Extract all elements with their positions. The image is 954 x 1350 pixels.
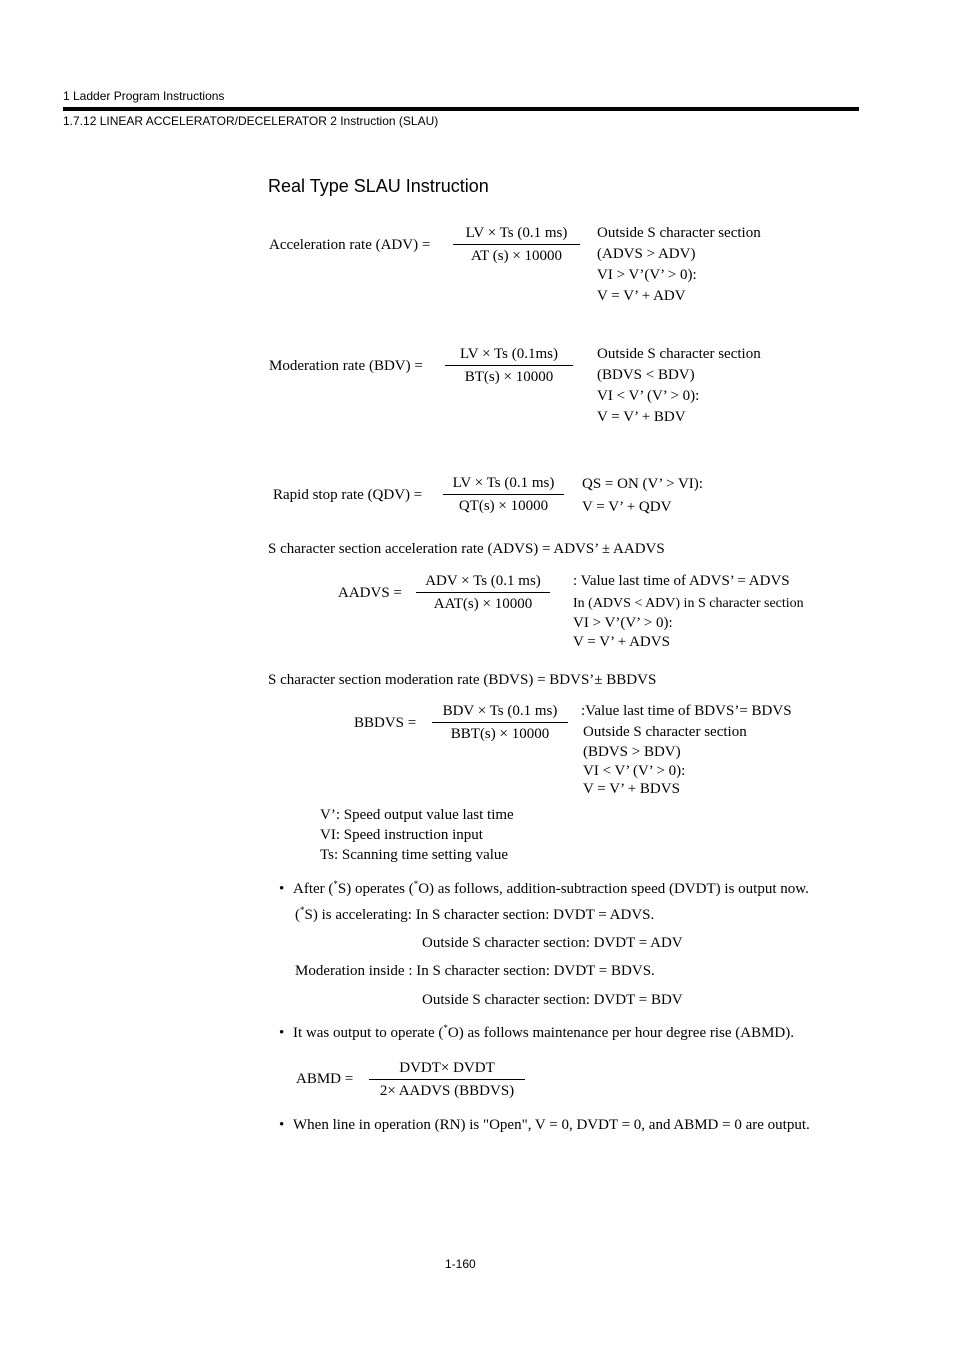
qdv-label: Rapid stop rate (QDV) = — [273, 487, 423, 503]
bdv-label: Moderation rate (BDV) = — [269, 358, 423, 374]
bdv-note: Outside S character section — [597, 346, 761, 362]
aadvs-label: AADVS = — [338, 585, 402, 601]
adv-note: Outside S character section — [597, 225, 761, 241]
bdv-notes — [597, 345, 761, 429]
advs-formula: S character section acceleration rate (ADVS) = ADVS’ ± AADVS — [268, 541, 665, 557]
dvdt-line: Outside S character section: DVDT = BDV — [422, 992, 683, 1008]
aadvs-note: In (ADVS < ADV) in S character section — [573, 596, 804, 611]
abmd-label: ABMD = — [296, 1071, 354, 1087]
qdv-denominator: QT(s) × 10000 — [458, 498, 549, 514]
bdv-denominator: BT(s) × 10000 — [464, 369, 554, 385]
dvdt-accelerating — [295, 906, 654, 924]
aadvs-note: : Value last time of ADVS’ = ADVS — [573, 573, 790, 589]
star-mark: * — [300, 905, 305, 915]
bdv-note: V = V’ + BDV — [597, 409, 686, 425]
adv-denominator: AT (s) × 10000 — [470, 248, 563, 264]
adv-notes — [597, 224, 761, 308]
qdv-numerator: LV × Ts (0.1 ms) — [452, 475, 555, 491]
bdv-note: VI < V’ (V’ > 0): — [597, 388, 700, 404]
abmd-numerator: DVDT× DVDT — [399, 1060, 495, 1076]
star-mark: * — [443, 1023, 448, 1033]
bdv-note: (BDVS < BDV) — [597, 367, 695, 383]
dvdt-line: Moderation inside : In S character section: DVDT = BDVS. — [295, 963, 655, 979]
bdvs-formula: S character section moderation rate (BDVS) = BDVS’± BBDVS — [268, 672, 657, 688]
qdv-notes — [582, 475, 703, 521]
bdv-numerator: LV × Ts (0.1ms) — [460, 346, 558, 362]
bbdvs-note: (BDVS > BDV) — [583, 744, 681, 760]
bbdvs-note: Outside S character section — [583, 724, 747, 740]
bullet-abmd-pre: It was output to operate ( — [293, 1025, 444, 1041]
bdv-fraction — [445, 345, 573, 386]
legend-item: V’: Speed output value last time — [320, 807, 514, 823]
aadvs-numerator: ADV × Ts (0.1 ms) — [425, 573, 541, 589]
variable-legend — [320, 806, 514, 866]
aadvs-notes — [573, 572, 804, 652]
aadvs-note: VI > V’(V’ > 0): — [573, 615, 673, 631]
bullet-abmd-post: O) as follows maintenance per hour degree rise (ABMD). — [447, 1025, 795, 1041]
qdv-fraction — [443, 474, 564, 515]
legend-item: Ts: Scanning time setting value — [320, 847, 509, 863]
legend-item: VI: Speed instruction input — [320, 827, 483, 843]
bullet-dvdt — [293, 880, 809, 898]
adv-numerator: LV × Ts (0.1 ms) — [465, 225, 568, 241]
qdv-note: QS = ON (V’ > VI): — [582, 476, 703, 492]
aadvs-note: V = V’ + ADVS — [573, 634, 670, 650]
page-title: Real Type SLAU Instruction — [268, 176, 489, 196]
header-rule — [63, 107, 859, 111]
bbdvs-note: V = V’ + BDVS — [583, 781, 680, 797]
adv-fraction — [453, 224, 580, 265]
abmd-denominator: 2× AADVS (BBDVS) — [379, 1083, 515, 1099]
chapter-header: 1 Ladder Program Instructions — [63, 89, 225, 103]
aadvs-fraction — [416, 572, 550, 613]
abmd-fraction — [369, 1059, 525, 1100]
bbdvs-note: :Value last time of BDVS’= BDVS — [581, 703, 792, 719]
bbdvs-fraction — [432, 702, 568, 743]
adv-note: V = V’ + ADV — [597, 288, 686, 304]
bullet-dvdt-post: O) as follows, addition-subtraction speed (DVDT) is output now. — [418, 881, 809, 897]
star-mark: * — [413, 879, 419, 889]
aadvs-denominator: AAT(s) × 10000 — [433, 596, 533, 612]
bbdvs-label: BBDVS = — [354, 715, 417, 731]
bullet-dvdt-pre: After ( — [293, 881, 334, 897]
adv-note: VI > V’(V’ > 0): — [597, 267, 697, 283]
adv-note: (ADVS > ADV) — [597, 246, 696, 262]
dvdt-line-pre: ( — [295, 907, 300, 923]
dvdt-line: Outside S character section: DVDT = ADV — [422, 935, 683, 951]
dvdt-line: S) is accelerating: In S character section: DVDT = ADVS. — [304, 907, 655, 923]
section-header: 1.7.12 LINEAR ACCELERATOR/DECELERATOR 2 Instruction (SLAU) — [63, 114, 439, 128]
bbdvs-notes — [581, 702, 792, 798]
star-mark: * — [333, 879, 338, 889]
bullet-dvdt-mid: S) operates ( — [337, 881, 414, 897]
bbdvs-note: VI < V’ (V’ > 0): — [583, 763, 686, 779]
qdv-note: V = V’ + QDV — [582, 499, 672, 515]
bbdvs-numerator: BDV × Ts (0.1 ms) — [442, 703, 558, 719]
bullet-abmd — [293, 1024, 794, 1042]
adv-label: Acceleration rate (ADV) = — [269, 237, 431, 253]
bbdvs-denominator: BBT(s) × 10000 — [450, 726, 550, 742]
bullet-rn: • When line in operation (RN) is "Open", V = 0, DVDT = 0, and ABMD = 0 are output. — [293, 1116, 810, 1134]
page-number: 1-160 — [445, 1257, 476, 1271]
